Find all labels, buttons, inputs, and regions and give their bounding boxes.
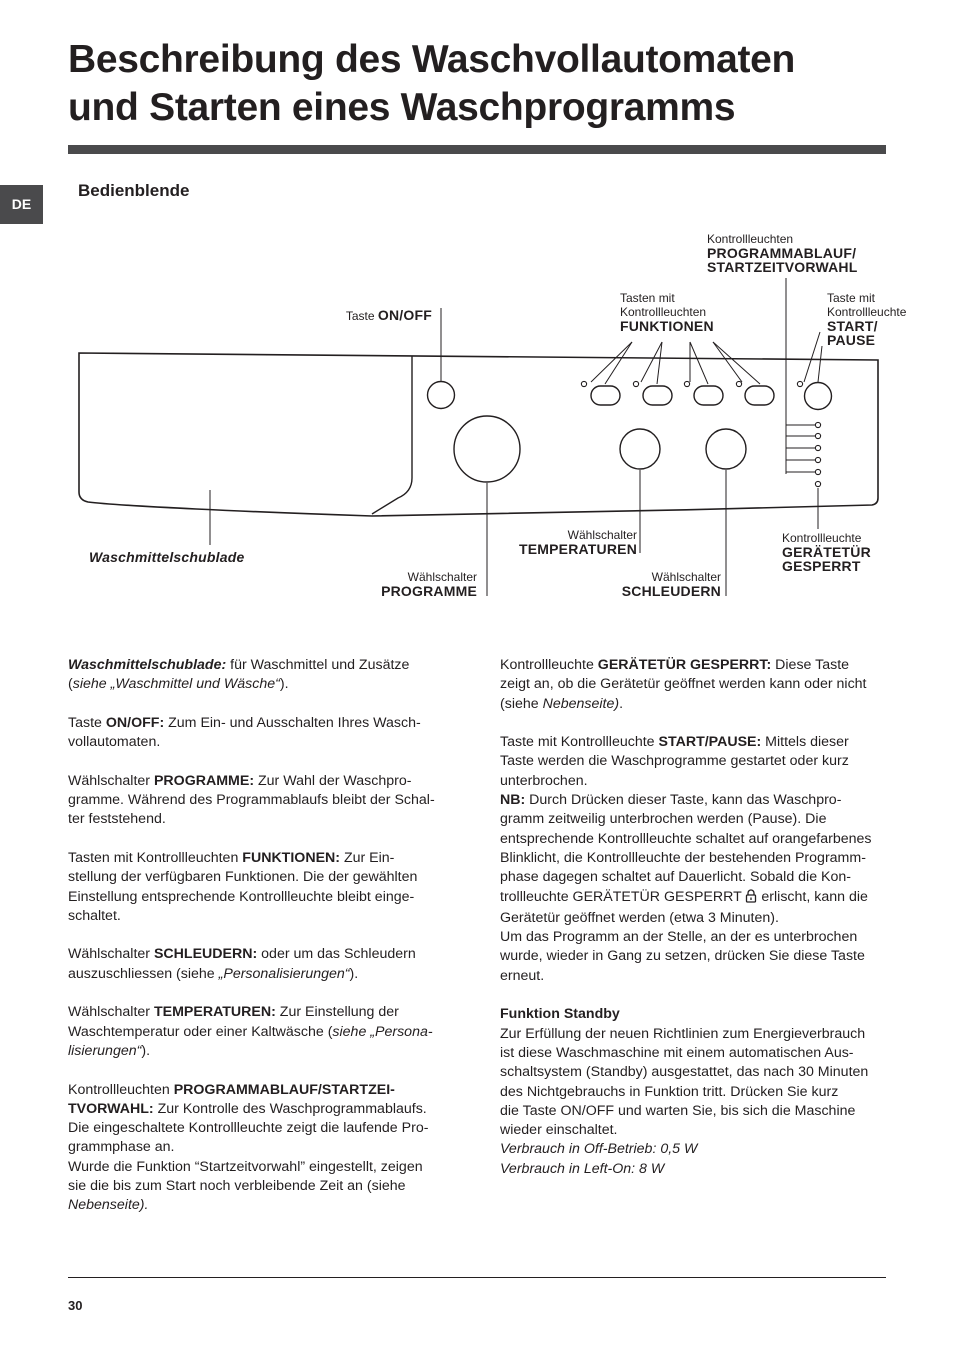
control-panel-drawing bbox=[0, 0, 954, 620]
progress-light-2 bbox=[815, 433, 820, 438]
label-funktionen: Tasten mit Kontrollleuchten FUNKTIONEN bbox=[620, 291, 714, 334]
function-button-3 bbox=[694, 386, 723, 405]
label-onoff: Taste ON/OFF bbox=[345, 307, 432, 323]
progress-light-4 bbox=[815, 457, 820, 462]
spin-knob-shape bbox=[706, 429, 746, 469]
footer-rule bbox=[68, 1277, 886, 1278]
para-start-pause: Taste mit Kontrollleuchte START/PAUSE: Mittels dieser Taste werden die Waschprogramme gestartet oder kurz unterbrochen. bbox=[500, 734, 849, 789]
label-temperaturen: Wählschalter TEMPERATUREN bbox=[518, 528, 637, 557]
label-geraetetuer: Kontrollleuchte GERÄTETÜR GESPERRT bbox=[782, 531, 871, 574]
left-column bbox=[68, 656, 468, 1216]
drawer-separator bbox=[372, 356, 412, 514]
program-knob-shape bbox=[454, 416, 520, 482]
progress-light-1 bbox=[815, 422, 820, 427]
control-panel-diagram bbox=[0, 0, 954, 620]
function-light-1 bbox=[581, 381, 586, 386]
para-standby: Funktion Standby Zur Erfüllung der neuen Richtlinien zum Energieverbrauch ist diese Waschmaschine mit einem automatischen Aus- schaltsystem (Standby) ausgestattet, das nach 30 Minuten des Nichtgebrauchs in Funktion tritt. Drücken Sie kurz die Taste ON/OFF und warten Sie, bis sich die Maschine wieder einschaltet. Verbrauch in Off-Betrieb: 0,5 W Verbrauch in Left-On: 8 W bbox=[500, 1006, 869, 1177]
language-tab: DE bbox=[0, 185, 43, 224]
label-start-pause: Taste mit Kontrollleuchte START/ PAUSE bbox=[827, 291, 907, 348]
onoff-button-shape bbox=[428, 382, 455, 409]
para-funktionen: Tasten mit Kontrollleuchten FUNKTIONEN: Zur Ein- stellung der verfügbaren Funktionen. Die der gewählten Einstellung entsprechende Kontrollleuchte bleibt einge- schaltet. bbox=[68, 849, 418, 924]
para-temperaturen: Wählschalter TEMPERATUREN: Zur Einstellung der Waschtemperatur oder einer Kaltwäsche (siehe „Persona- lisierungen“). bbox=[68, 1004, 433, 1059]
function-light-2 bbox=[633, 381, 638, 386]
start-light bbox=[797, 381, 802, 386]
temperature-knob-shape bbox=[620, 429, 660, 469]
function-light-3 bbox=[684, 381, 689, 386]
title-line-1: Beschreibung des Waschvollautomaten bbox=[68, 38, 796, 81]
label-programme: Wählschalter PROGRAMME bbox=[381, 570, 477, 599]
function-button-2 bbox=[643, 386, 672, 405]
start-pause-button-shape bbox=[805, 383, 832, 410]
para-schleudern: Wählschalter SCHLEUDERN: oder um das Schleudern auszuschliessen (siehe „Personalisierungen“). bbox=[68, 946, 416, 982]
label-programmablauf: Kontrollleuchten PROGRAMMABLAUF/ STARTZEITVORWAHL bbox=[707, 232, 858, 275]
label-schleudern: Wählschalter SCHLEUDERN bbox=[621, 570, 721, 599]
door-lock-light bbox=[815, 481, 820, 486]
para-geraetetuer: Kontrollleuchte GERÄTETÜR GESPERRT: Diese Taste zeigt an, ob die Gerätetür geöffnet werden kann oder nicht (siehe Nebenseite). bbox=[500, 657, 867, 712]
section-title: Bedienblende bbox=[78, 181, 190, 200]
progress-light-3 bbox=[815, 445, 820, 450]
para-onoff: Taste ON/OFF: Zum Ein- und Ausschalten Ihres Wasch- vollautomaten. bbox=[68, 714, 421, 751]
panel-outline bbox=[79, 353, 878, 516]
function-button-4 bbox=[745, 386, 774, 405]
title-line-2: und Starten eines Waschprogramms bbox=[68, 86, 736, 129]
para-programme: Wählschalter PROGRAMME: Zur Wahl der Waschpro- gramme. Während des Programmablaufs bleibt der Schal- ter feststehend. bbox=[68, 772, 435, 828]
standby-heading: Funktion Standby bbox=[500, 1006, 620, 1023]
page-number: 30 bbox=[68, 1298, 83, 1313]
function-light-4 bbox=[736, 381, 741, 386]
para-waschmittelschublade: Waschmittelschublade: für Waschmittel und Zusätze (siehe „Waschmittel und Wäsche“). bbox=[68, 657, 410, 693]
para-nb: NB: Durch Drücken dieser Taste, kann das Waschpro- gramm zeitweilig unterbrochen werden (Pause). Die entsprechende Kontrollleuchte schaltet auf orangefarbenes Blinklicht, die Kontrollleuchte der bestehenden Programm- phase dagegen schaltet auf Dauerlicht. Sobald die Kon- trollleuchte GERÄTETÜR GESPERRT erlischt, kann die Gerätetür geöffnet werden (etwa 3 Minuten). Um das Programm an der Stelle, an der es unterbrochen wurde, wieder in Gang zu setzen, drücken Sie diese Taste erneut. bbox=[500, 792, 872, 984]
lock-icon bbox=[745, 889, 757, 909]
progress-light-5 bbox=[815, 469, 820, 474]
label-waschmittelschublade: Waschmittelschublade bbox=[89, 549, 245, 565]
para-programmablauf: Kontrollleuchten PROGRAMMABLAUF/STARTZEI- TVORWAHL: Zur Kontrolle des Waschprogrammablaufs. Die eingeschaltete Kontrollleuchte zeigt die laufende Pro- grammphase an. Wurde die Funktion “Startzeitvorwahl” eingestellt, zeigen sie die bis zum Start noch verbleibende Zeit an (siehe Nebenseite). bbox=[68, 1081, 429, 1214]
right-column bbox=[500, 656, 900, 1179]
function-button-1 bbox=[591, 386, 620, 405]
